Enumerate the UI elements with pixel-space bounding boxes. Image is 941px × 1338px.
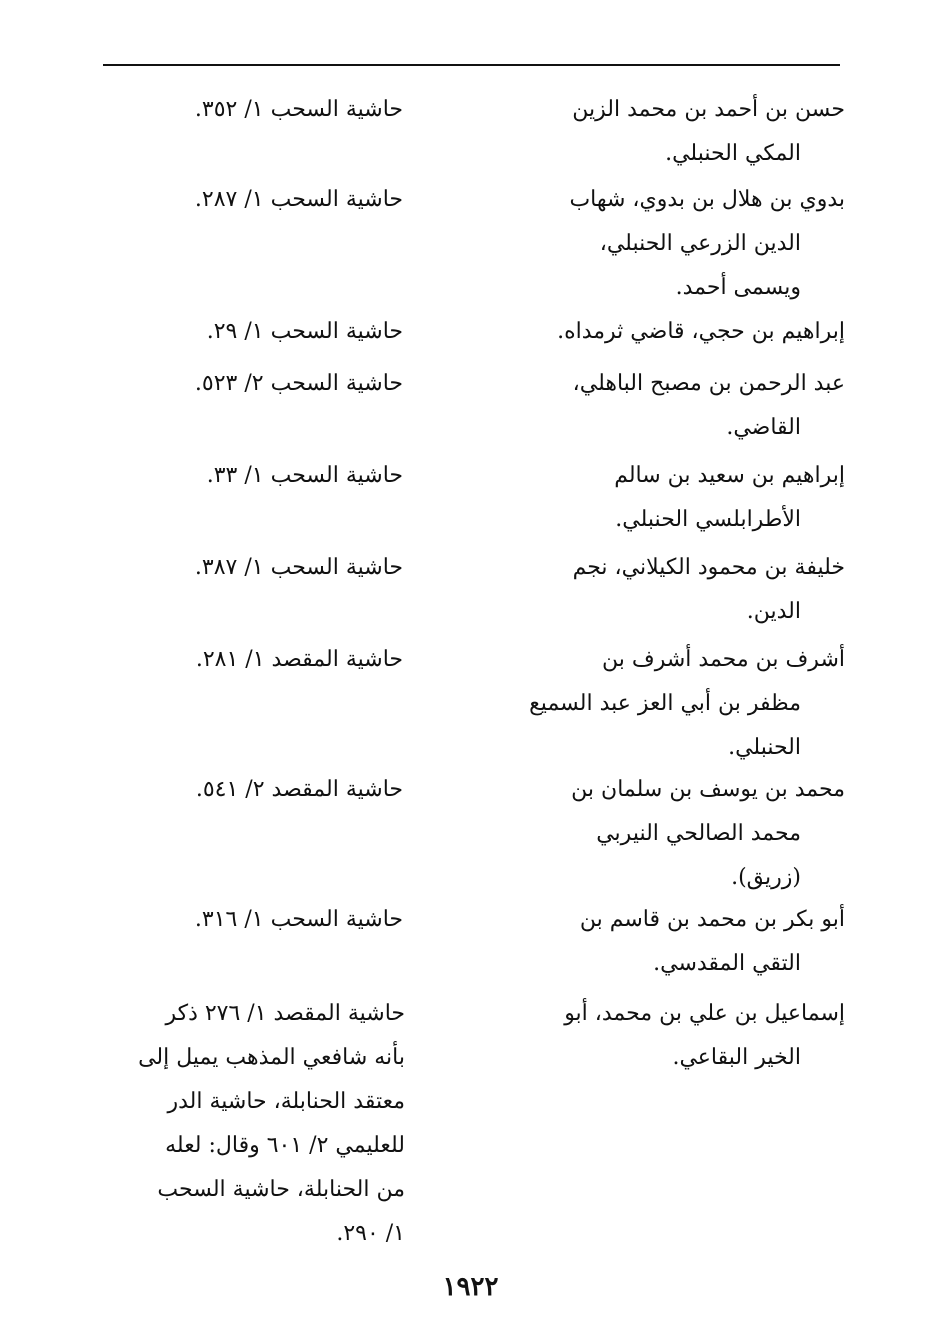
name-line: بدوي بن هلال بن بدوي، شهاب [569, 187, 845, 212]
name-line: الخير البقاعي. [672, 1045, 801, 1070]
source-line: حاشية السحب ١/ ٣٥٢. [194, 97, 403, 122]
source-line: حاشية السحب ١/ ٣٣. [206, 463, 403, 488]
name-line: (زريق). [731, 865, 801, 890]
entry-name [519, 898, 845, 986]
name-line: أبو بكر بن محمد بن قاسم بن [579, 907, 845, 932]
page-number: ١٩٢٢ [442, 1272, 499, 1302]
source-line: حاشية السحب ١/ ٢٨٧. [194, 187, 403, 212]
entry-name [519, 638, 845, 770]
name-line: المكي الحنبلي. [665, 141, 801, 166]
entry-name [519, 178, 845, 310]
source-line: معتقد الحنابلة، حاشية الدر [167, 1089, 405, 1114]
name-line: ويسمى أحمد. [675, 275, 801, 300]
entry-name [519, 992, 845, 1080]
entry-source [105, 992, 405, 1256]
source-line: حاشية المقصد ١/ ٢٧٦ ذكر [165, 1001, 405, 1026]
name-line: إبراهيم بن سعيد بن سالم [614, 463, 845, 488]
source-line: حاشية المقصد ٢/ ٥٤١. [195, 777, 403, 802]
source-line: بأنه شافعي المذهب يميل إلى [138, 1045, 405, 1070]
source-line: حاشية المقصد ١/ ٢٨١. [195, 647, 403, 672]
name-line: الحنبلي. [728, 735, 801, 760]
source-line: حاشية السحب ١/ ٣٨٧. [194, 555, 403, 580]
entry-source [103, 178, 403, 222]
name-line: القاضي. [726, 415, 801, 440]
entry-source [103, 768, 403, 812]
header-rule [103, 64, 840, 66]
entry-name [519, 546, 845, 634]
name-line: إسماعيل بن علي بن محمد، أبو [564, 1001, 845, 1026]
name-line: حسن بن أحمد بن محمد الزين [572, 97, 845, 122]
name-line: محمد بن يوسف بن سلمان بن [571, 777, 845, 802]
source-line: حاشية السحب ١/ ٣١٦. [194, 907, 403, 932]
name-line: التقي المقدسي. [653, 951, 801, 976]
name-line: عبد الرحمن بن مصبح الباهلي، [572, 371, 845, 396]
source-line: من الحنابلة، حاشية السحب [157, 1177, 405, 1202]
name-line: محمد الصالحي النيربي [596, 821, 801, 846]
entry-name [519, 362, 845, 450]
entry-source [103, 310, 403, 354]
source-line: حاشية السحب ٢/ ٥٢٣. [194, 371, 403, 396]
name-line: مظفر بن أبي العز عبد السميع [529, 691, 801, 716]
name-line: إبراهيم بن حجي، قاضي ثرمداه. [557, 319, 845, 344]
entry-source [103, 898, 403, 942]
entry-source [103, 638, 403, 682]
entry-source [103, 362, 403, 406]
entry-source [103, 88, 403, 132]
source-line: للعليمي ٢/ ٦٠١ وقال: لعله [165, 1133, 405, 1158]
source-line: حاشية السحب ١/ ٢٩. [206, 319, 403, 344]
name-line: أشرف بن محمد أشرف بن [602, 647, 845, 672]
source-line: ١/ ٢٩٠. [336, 1221, 405, 1246]
name-line: الدين. [746, 599, 801, 624]
entry-name [519, 768, 845, 900]
entry-source [103, 546, 403, 590]
name-line: خليفة بن محمود الكيلاني، نجم [572, 555, 845, 580]
entry-source [103, 454, 403, 498]
entry-name [519, 310, 845, 354]
name-line: الأطرابلسي الحنبلي. [615, 507, 801, 532]
entry-name [519, 454, 845, 542]
entry-name [519, 88, 845, 176]
name-line: الدين الزرعي الحنبلي، [599, 231, 801, 256]
